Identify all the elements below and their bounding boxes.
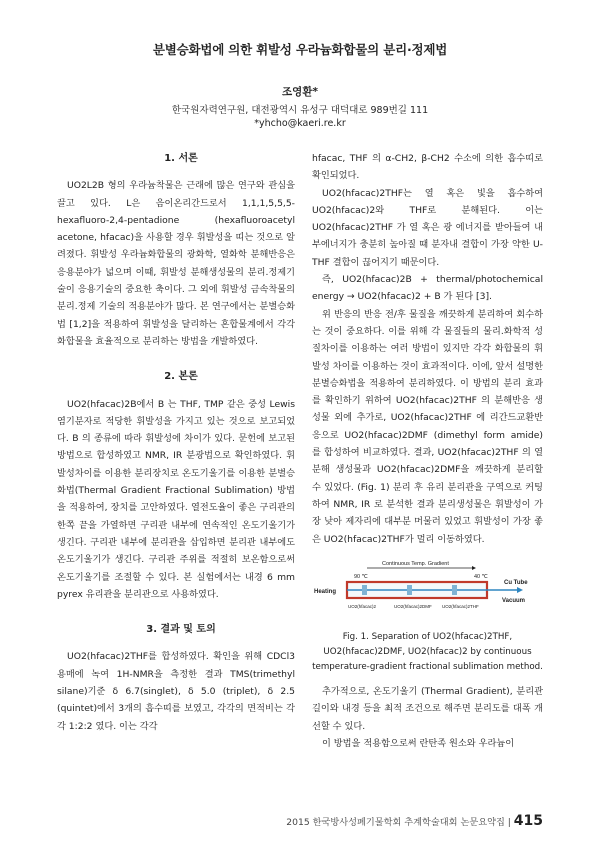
temp-hot-label: 90 ℃ (354, 573, 368, 580)
gradient-label: Continuous Temp. Gradient (382, 560, 449, 567)
footer-text: 2015 한국방사성폐기물학회 추계학술대회 논문요약집 | (286, 817, 511, 828)
page-footer (286, 813, 543, 829)
section-heading-body: 2. 본론 (164, 371, 198, 383)
section-heading-results: 3. 결과 및 토의 (146, 624, 216, 636)
compound-label-3: UO2(hfacac)2THF (442, 603, 479, 609)
right-column (312, 150, 543, 752)
band-1 (362, 585, 367, 595)
results-paragraph: UO2(hfacac)2THF를 합성하였다. 확인을 위해 CDCl3 용매에 녹여 1H-NMR을 측정한 결과 TMS(trimethyl silane)기준 δ 6.7(singlet), δ 5.0 (triplet), δ 2.5 (quintet)에서 3개의 흡수띠를 보였고, 각각의 면적비는 각각 1:2:2 였다. 이는 각각 (57, 651, 295, 732)
affiliation: 한국원자력연구원, 대전광역시 유성구 대덕대로 989번길 111 (171, 105, 429, 116)
page-number: 415 (513, 813, 543, 829)
figure-1 (312, 558, 543, 626)
band-3 (452, 585, 457, 595)
intro-paragraph: UO2L2B 형의 우라늄착물은 근래에 많은 연구와 관심을 끌고 있다. L은 음이온리간드로서 1,1,1,5,5,5-hexafluoro-2,4-pentadione (hexafluoroacetyl acetone, hfacac)을 사용할 경우 휘발성을 띠는 것으로 알려졌다. 휘발성 우라늄화합물의 광화학, 열화학 분해반응은 응용분야가 넓으며 이때, 휘발성 분해생성물의 분리.정제기술이 응용기술의 중요한 축이다. 그 외에 휘발성 금속착물의 분리.정제 기술의 적용분야가 많다. 본 연구에서는 분별승화법 [1,2]을 적용하여 휘발성을 달리하는 혼합물계에서 각각 화합물을 효율적으로 분리하는 방법을 개발하였다. (57, 180, 295, 347)
sublimation-apparatus-diagram (312, 558, 543, 620)
left-column (57, 150, 295, 735)
vacuum-label: Vacuum (502, 597, 526, 604)
section-heading-intro: 1. 서론 (164, 153, 198, 164)
paper-title: 분별승화법에 의한 휘발성 우라늄화합물의 분리·정제법 (152, 42, 448, 57)
results-continued: hfacac, THF 의 α-CH2, β-CH2 수소에 의한 흡수띠로 확인되었다. (312, 153, 543, 182)
reaction-paragraph: 즉, UO2(hfacac)2B + thermal/photochemical energy → UO2(hfacac)2 + B 가 된다 [3]. (312, 274, 543, 303)
separation-paragraph: 위 반응의 반응 전/후 물질을 깨끗하게 분리하여 회수하는 것이 중요하다. 이를 위해 각 물질들의 물리.화학적 성질차이를 이용하는 여러 방법이 있지만 각각 화합물의 휘발성 차이를 이용하는 것이 효과적이다. 이에, 앞서 설명한 분별승화법을 적용하여 분리하였다. 이 방법의 분리 효과를 확인하기 위하여 UO2(hfacac)2THF 의 분해반응 생성물 외에 추가로, UO2(hfacac)2THF 에 리간드교환반응으로 UO2(hfacac)2DMF (dimethyl form amide) 를 합성하여 비교하였다. 결과, UO2(hfacac)2THF 의 열분해 생성물과 UO2(hfacac)2DMF을 깨끗하게 분리할 수 있었다. (Fig. 1) 분리 후 유리 분리관을 구역으로 커팅하여 NMR, IR 로 분석한 결과 분리생성물은 휘발성이 가장 낮아 제자리에 대부분 머물러 있었고 휘발성이 가장 좋은 UO2(hfacac)2THF가 멀리 이동하였다. (312, 308, 543, 545)
heating-label: Heating (314, 588, 337, 595)
body-paragraph: UO2(hfacac)2B에서 B 는 THF, TMP 같은 중성 Lewis 염기분자로 적당한 휘발성을 가지고 있는 것으로 보고되었다. B 의 종류에 따라 휘발성에 차이가 있다. 문헌에 보고된 방법으로 합성하였고 NMR, IR 분광법으로 확인하였다. 휘발성차이를 이용한 분리장치로 온도기울기를 이용한 분별승화법(Thermal Gradient Fractional Sublimation) 방법을 적용하여, 장치를 고안하였다. 열전도율이 좋은 구리관의 한쪽 끝을 가열하면 구리관 내부에 연속적인 온도기울기가 생긴다. 구리관 내부에 분리관을 삽입하면 분리관 내부에도 온도기울기가 생긴다. 구리관 주위를 적절히 보온함으로써 온도기울기를 조절할 수 있다. 본 실험에서는 내경 6 mm pyrex 유리관을 분리관으로 사용하였다. (57, 398, 295, 600)
decomposition-paragraph: UO2(hfacac)2THF는 열 혹은 빛을 흡수하여 UO2(hfacac)2와 THF로 분해된다. 이는 UO2(hfacac)2THF 가 열 혹은 광 에너지를 받아들여 내부에너지가 충분히 높아질 때 분자내 결합이 가장 약한 U-THF 결합이 끊어지기 때문이다. (312, 187, 543, 268)
final-paragraph: 이 방법을 적용함으로써 란탄족 원소와 우라늄이 (322, 738, 515, 750)
author-email: *yhcho@kaeri.re.kr (254, 118, 346, 129)
author-name: 조영환* (282, 86, 318, 98)
additional-paragraph: 추가적으로, 온도기울기 (Thermal Gradient), 분리관 길이와 내경 등을 최적 조건으로 해주면 분리도를 대폭 개선할 수 있다. (312, 686, 543, 732)
temp-cold-label: 40 ℃ (474, 573, 488, 580)
cu-tube-label: Cu Tube (504, 579, 528, 586)
gradient-arrowhead-icon (472, 566, 476, 570)
band-2 (407, 585, 412, 595)
vacuum-arrowhead-icon (517, 587, 523, 593)
compound-label-1: UO2(hfacac)2 (348, 603, 377, 609)
figure-caption: Fig. 1. Separation of UO2(hfacac)2THF, UO2(hfacac)2DMF, UO2(hfacac)2 by continuous temperature-gradient fractional sublimation method. (312, 632, 543, 673)
compound-label-2: UO2(hfacac)2DMF (394, 603, 432, 609)
